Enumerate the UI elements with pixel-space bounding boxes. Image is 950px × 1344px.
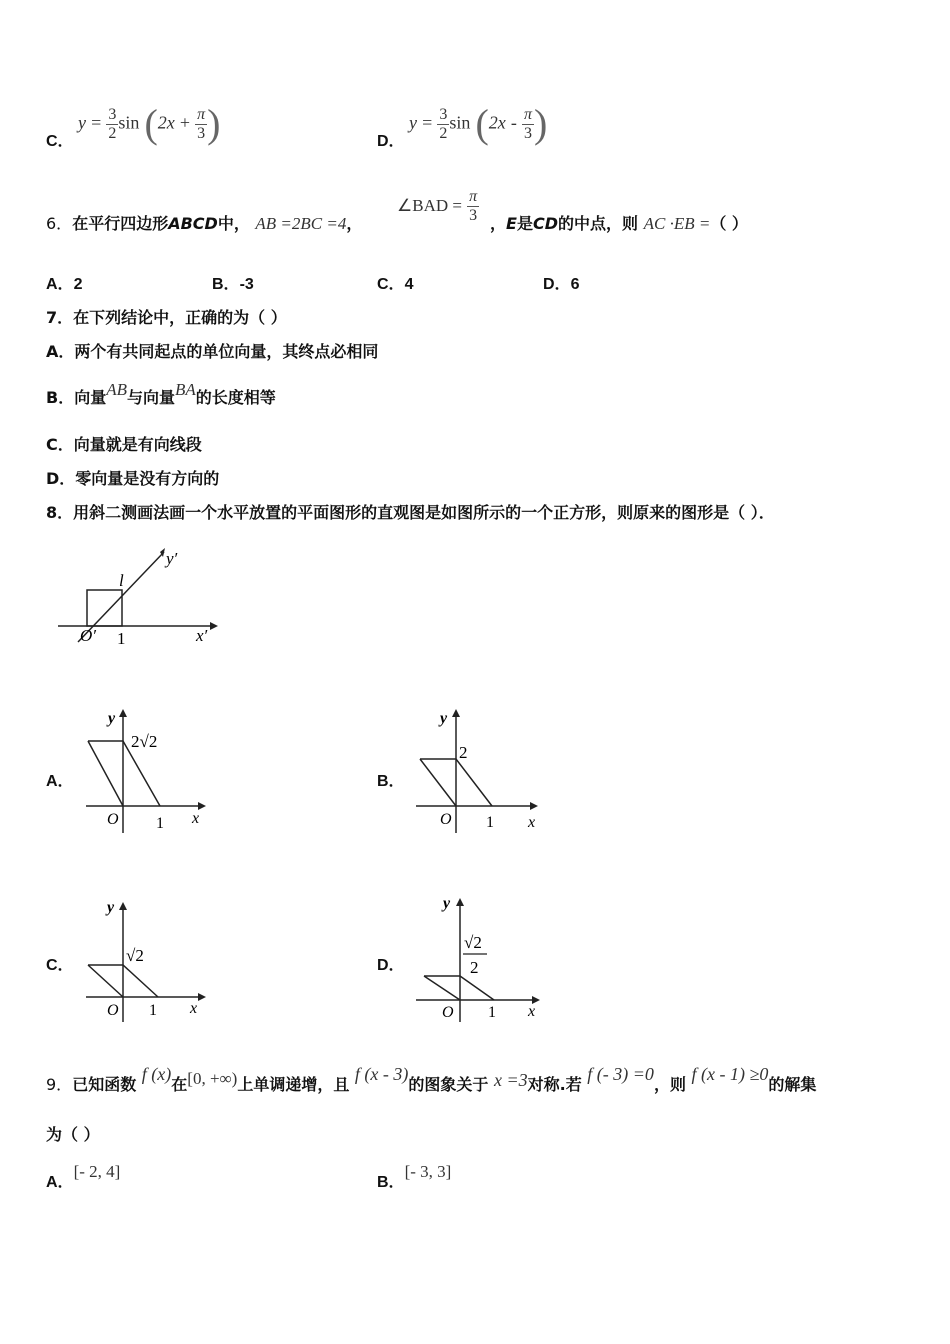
q6-option-b: B．-3	[212, 276, 254, 293]
q8-d-height-den: 2	[470, 958, 479, 977]
q8-a-one-label: 1	[156, 815, 164, 832]
q5-option-c-label: C．	[46, 133, 74, 150]
q6-option-d: D．6	[543, 276, 580, 293]
q8-option-c-label: C．	[46, 957, 74, 974]
q8-option-c-figure	[80, 890, 210, 1025]
q8-c-x-label: x	[190, 1000, 198, 1017]
q8-d-origin-label: O	[442, 1004, 454, 1021]
q8-a-x-label: x	[192, 810, 200, 827]
q8-c-y-label: y	[107, 899, 115, 916]
question-8-stem: 8．用斜二测画法画一个水平放置的平面图形的直观图是如图所示的一个正方形，则原来的图形是（ ）．	[46, 503, 775, 522]
question-9-stem: 9．已知函数 f (x)在[0, +∞)上单调递增，且 f (x - 3)的图象关于 x =3对称.若 f (- 3) =0，则 f (x - 1) ≥0的解集	[46, 1064, 817, 1094]
q7-option-d: D．零向量是没有方向的	[46, 469, 220, 488]
q8-a-y-label: y	[108, 710, 116, 727]
q8-b-x-label: x	[528, 814, 536, 831]
q8-a-origin-label: O	[107, 811, 119, 828]
q9-option-a: A．[- 2, 4]	[46, 1162, 121, 1191]
q5-option-d-label: D．	[377, 133, 405, 150]
question-7-stem: 7．在下列结论中，正确的为（ ）	[46, 308, 287, 327]
question-9-stem-line2: 为（ ）	[46, 1125, 100, 1144]
q8-d-y-label: y	[443, 895, 451, 912]
q8-option-b-label: B．	[377, 773, 405, 790]
q7-option-c: C．向量就是有向线段	[46, 435, 202, 454]
q8-d-height-num: √2	[464, 933, 482, 952]
q7-option-b: B．向量AB与向量BA的长度相等	[46, 380, 276, 407]
q8-d-one-label: 1	[488, 1004, 496, 1021]
q8-b-one-label: 1	[486, 814, 494, 831]
q7-option-a: A．两个有共同起点的单位向量，其终点必相同	[46, 342, 379, 361]
q8-fig-origin-label: O′	[80, 626, 96, 645]
q5-option-c-formula: y = $\frac{3}{2}$ sin (2x + $\frac{\pi}{3}$ )	[78, 101, 221, 146]
q8-option-a-figure	[80, 705, 210, 840]
q8-oblique-figure	[50, 540, 220, 655]
question-6-angle: ∠BAD = $\frac{\pi}{3}$	[397, 188, 478, 224]
q8-option-a-label: A．	[46, 773, 74, 790]
q8-fig-x-label: x′	[196, 626, 208, 645]
q8-d-x-label: x	[528, 1003, 536, 1020]
q8-c-height-label: √2	[126, 946, 144, 965]
q9-option-b: B．[- 3, 3]	[377, 1162, 452, 1191]
q8-option-b-figure	[410, 705, 545, 840]
q6-option-c: C．4	[377, 276, 414, 293]
q8-fig-one-label: 1	[117, 629, 126, 648]
q6-option-a: A．2	[46, 276, 83, 293]
q8-fig-y-label: y′	[166, 549, 178, 568]
q8-b-height-label: 2	[459, 743, 468, 762]
q8-c-origin-label: O	[107, 1002, 119, 1019]
q8-b-y-label: y	[440, 710, 448, 727]
q8-b-origin-label: O	[440, 811, 452, 828]
q8-fig-l-label: l	[119, 571, 124, 590]
q8-option-d-label: D．	[377, 957, 405, 974]
q8-option-d-figure	[410, 890, 545, 1025]
q8-c-one-label: 1	[149, 1002, 157, 1019]
q5-option-d-formula: y = $\frac{3}{2}$ sin (2x - $\frac{\pi}{3}$ )	[409, 101, 548, 146]
question-6-stem: 6．在平行四边形ABCD中， AB =2BC =4，	[46, 214, 363, 233]
q8-a-height-label: 2√2	[131, 732, 158, 751]
question-6-stem-end: ，E是CD的中点，则 AC ·EB =（ ）	[490, 214, 748, 233]
